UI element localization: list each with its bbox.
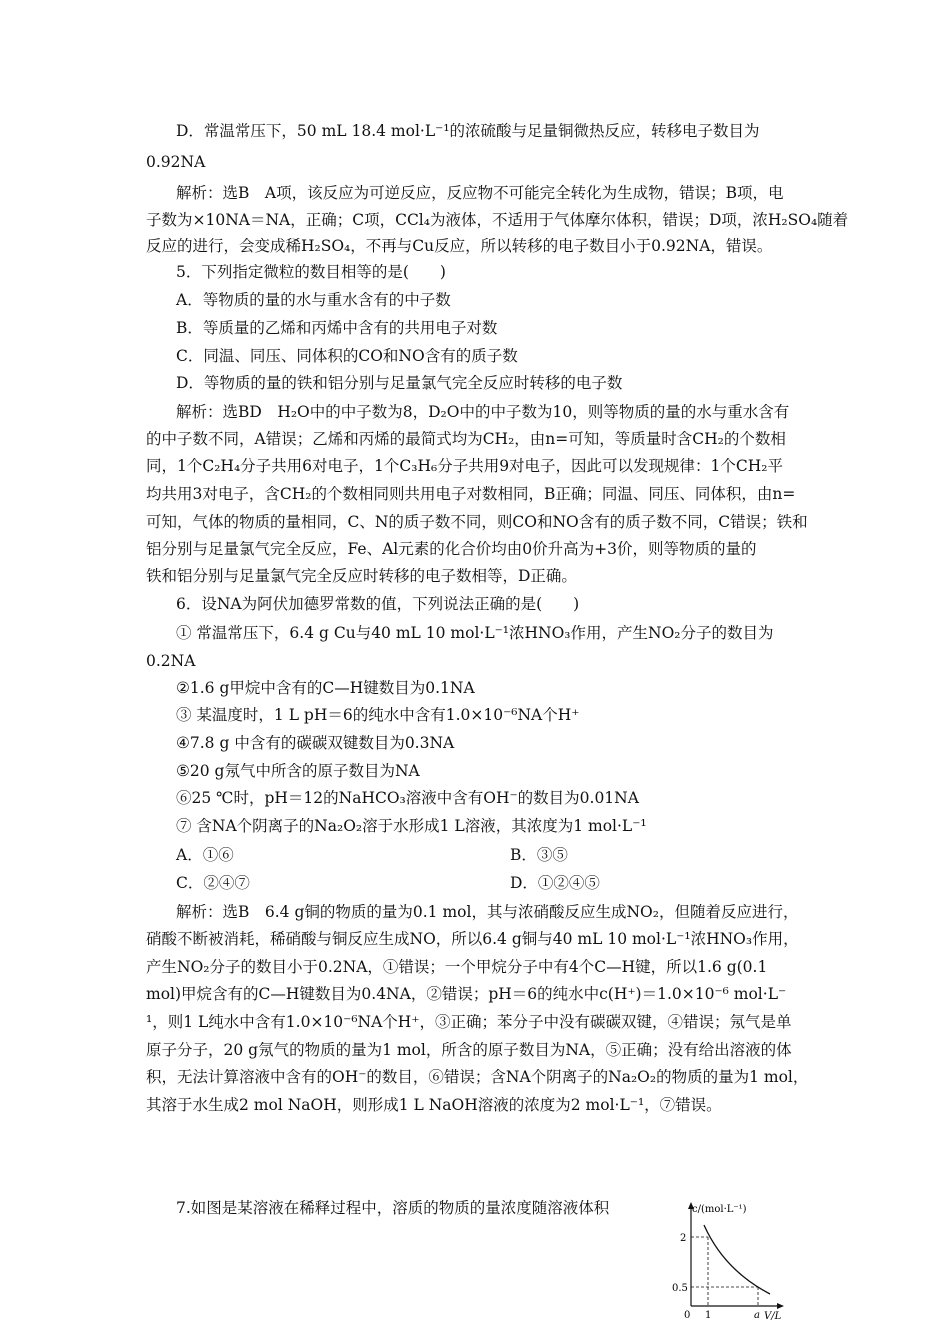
- question-5-stem: 5．下列指定微粒的数目相等的是( ): [176, 263, 446, 281]
- analysis-5-line: 铝分别与足量氯气完全反应，Fe、Al元素的化合价均由0价升高为+3价，则等物质的量的: [146, 540, 757, 558]
- question-6-statement-6: ⑥25 ℃时，pH＝12的NaHCO₃溶液中含有OH⁻的数目为0.01NA: [176, 789, 639, 807]
- question-6-stem: 6．设NA为阿伏加德罗常数的值，下列说法正确的是( ): [176, 595, 580, 613]
- concentration-volume-graph: [666, 1198, 786, 1324]
- question-6-option-c: C．②④⑦: [176, 874, 250, 892]
- option-d-text: D．常温常压下，50 mL 18.4 mol·L⁻¹的浓硫酸与足量铜微热反应，转移电子数目为: [176, 122, 760, 140]
- analysis-5-line: 同，1个C₂H₄分子共用6对电子，1个C₃H₆分子共用9对电子，因此可以发现规律：1个CH₂平: [146, 457, 784, 475]
- question-6-statement-1: ① 常温常压下，6.4 g Cu与40 mL 10 mol·L⁻¹浓HNO₃作用，产生NO₂分子的数目为: [176, 624, 774, 642]
- x-axis-arrow: [777, 1303, 784, 1309]
- question-6-statement-5: ⑤20 g氖气中所含的原子数目为NA: [176, 762, 420, 780]
- dilution-curve: [704, 1225, 770, 1294]
- analysis-5-line: 的中子数不同，A错误；乙烯和丙烯的最简式均为CH₂，由n=可知，等质量时含CH₂的个数相: [146, 430, 786, 448]
- question-6-option-d: D．①②④⑤: [510, 874, 600, 892]
- analysis-4-line: 解析：选B A项，该反应为可逆反应，反应物不可能完全转化为生成物，错误；B项，电: [176, 184, 784, 202]
- question-6-statement-1-cont: 0.2NA: [146, 652, 196, 670]
- analysis-6-line: 产生NO₂分子的数目小于0.2NA，①错误；一个甲烷分子中有4个C—H键，所以1.6 g(0.1: [146, 958, 768, 976]
- x-tick-1: 1: [705, 1310, 712, 1321]
- y-tick-0.5: 0.5: [672, 1283, 688, 1294]
- y-tick-2: 2: [680, 1233, 687, 1244]
- analysis-6-line: 积，无法计算溶液中含有的OH⁻的数目，⑥错误；含NA个阴离子的Na₂O₂的物质的量为1 mol，: [146, 1068, 809, 1086]
- analysis-5-line: 均共用3对电子，含CH₂的个数相同则共用电子对数相同，B正确；同温、同压、同体积，由n=: [146, 485, 796, 503]
- analysis-4-line: 反应的进行，会变成稀H₂SO₄，不再与Cu反应，所以转移的电子数目小于0.92NA，错误。: [146, 237, 773, 255]
- analysis-6-line: ¹，则1 L纯水中含有1.0×10⁻⁶NA个H⁺，③正确；苯分子中没有碳碳双键，④错误；氖气是单: [146, 1013, 792, 1031]
- analysis-6-line: mol)甲烷含有的C—H键数目为0.4NA，②错误；pH＝6的纯水中c(H⁺)＝1.0×10⁻⁶ mol·L⁻: [146, 985, 787, 1003]
- question-7-stem: 7.如图是某溶液在稀释过程中，溶质的物质的量浓度随溶液体积: [176, 1199, 610, 1217]
- analysis-6-line: 解析：选B 6.4 g铜的物质的量为0.1 mol，其与浓硝酸反应生成NO₂，但随着反应进行，: [176, 903, 799, 921]
- analysis-6-line: 硝酸不断被消耗，稀硝酸与铜反应生成NO，所以6.4 g铜与40 mL 10 mol·L⁻¹浓HNO₃作用，: [146, 930, 799, 948]
- question-5-option-b: B．等质量的乙烯和丙烯中含有的共用电子对数: [176, 319, 498, 337]
- analysis-5-line: 可知，气体的物质的量相同，C、N的质子数不同，则CO和NO含有的质子数不同，C错误；铁和: [146, 513, 808, 531]
- question-5-option-c: C．同温、同压、同体积的CO和NO含有的质子数: [176, 347, 518, 365]
- x-axis-label: V/L: [764, 1311, 782, 1322]
- question-6-statement-4: ④7.8 g 中含有的碳碳双键数目为0.3NA: [176, 734, 455, 752]
- analysis-5-line: 解析：选BD H₂O中的中子数为8，D₂O中的中子数为10，则等物质的量的水与重水含有: [176, 403, 790, 421]
- y-axis-label: c/(mol·L⁻¹): [692, 1204, 747, 1215]
- analysis-4-line: 子数为×10NA＝NA，正确；C项，CCl₄为液体，不适用于气体摩尔体积，错误；D项，浓H₂SO₄随着: [146, 211, 849, 229]
- question-6-option-a: A．①⑥: [176, 846, 234, 864]
- question-5-option-a: A．等物质的量的水与重水含有的中子数: [176, 291, 451, 309]
- question-6-option-b: B．③⑤: [510, 846, 568, 864]
- x-tick-a: a: [754, 1310, 760, 1321]
- analysis-6-line: 原子分子，20 g氖气的物质的量为1 mol，所含的原子数目为NA，⑤正确；没有给出溶液的体: [146, 1041, 792, 1059]
- question-6-statement-3: ③ 某温度时，1 L pH＝6的纯水中含有1.0×10⁻⁶NA个H⁺: [176, 706, 580, 724]
- option-d-text-cont: 0.92NA: [146, 153, 206, 171]
- question-6-statement-2: ②1.6 g甲烷中含有的C—H键数目为0.1NA: [176, 679, 475, 697]
- question-6-statement-7: ⑦ 含NA个阴离子的Na₂O₂溶于水形成1 L溶液，其浓度为1 mol·L⁻¹: [176, 817, 647, 835]
- question-5-option-d: D．等物质的量的铁和铝分别与足量氯气完全反应时转移的电子数: [176, 374, 623, 392]
- analysis-6-line: 其溶于水生成2 mol NaOH，则形成1 L NaOH溶液的浓度为2 mol·L⁻¹，⑦错误。: [146, 1096, 722, 1114]
- analysis-5-line: 铁和铝分别与足量氯气完全反应时转移的电子数相等，D正确。: [146, 567, 577, 585]
- origin-label: 0: [684, 1310, 691, 1321]
